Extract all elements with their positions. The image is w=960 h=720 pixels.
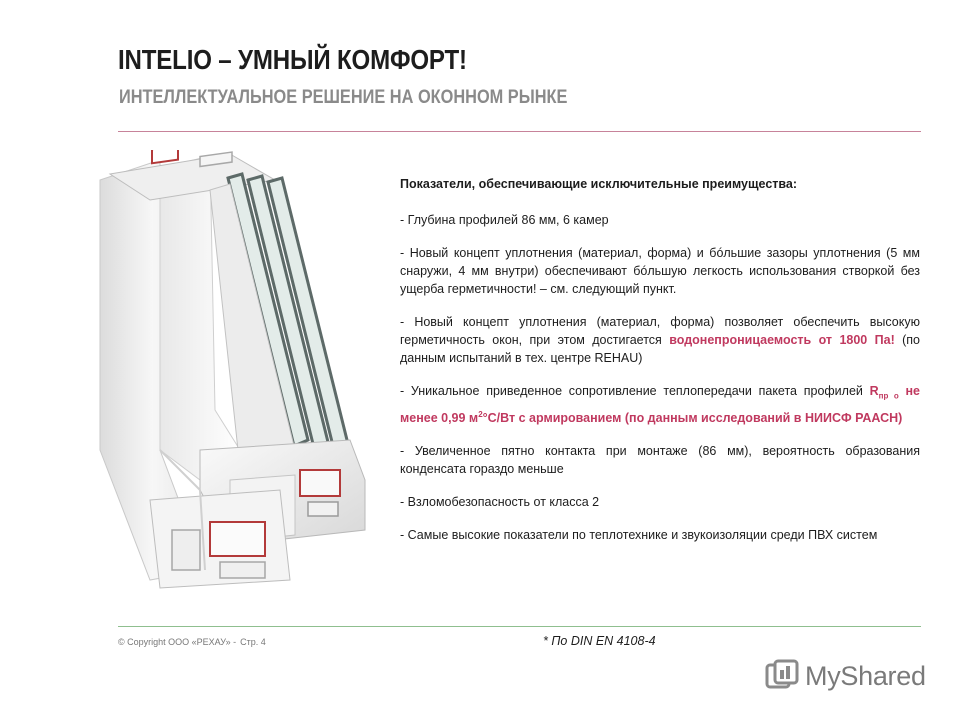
feature-highlight: R [869,384,879,398]
feature-item: - Глубина профилей 86 мм, 6 камер [400,213,609,227]
top-divider [118,131,921,132]
feature-text: (по данным испытаний в тех. центре REHAU) [400,333,921,365]
features-list [400,175,920,559]
page-subtitle: ИНТЕЛЛЕКТУАЛЬНОЕ РЕШЕНИЕ НА ОКОННОМ РЫНКЕ [119,87,568,108]
presentation-icon [765,659,799,693]
feature-text: - Уникальное приведенное сопротивление теплопередачи пакета профилей [400,384,870,398]
feature-item: - Самые высокие показатели по теплотехнике и звукоизоляции среди ПВХ систем [400,527,878,542]
feature-item: - Взломобезопасность от класса 2 [400,494,600,509]
footnote: * По DIN EN 4108-4 [543,634,656,648]
feature-subscript: пр о [878,391,899,401]
brand-logo[interactable] [765,656,926,696]
feature-superscript: 2 [478,409,483,419]
window-profile-image [90,150,380,590]
feature-highlight: °С/Вт с армированием (по данным исследований в НИИСФ РААСН) [482,410,903,425]
feature-text: - Новый концепт уплотнения (материал, форма) позволяет обеспечить высокую герметичность окон, при этом достигается [400,315,920,347]
brand-name: MyShared [805,660,926,691]
page-number: Стр. 4 [240,637,266,647]
feature-item: - Увеличенное пятно контакта при монтаже (86 мм), вероятность образования конденсата гораздо меньше [400,443,920,476]
feature-highlight: водонепроницаемость от 1800 Па! [669,333,895,347]
feature-highlight: не менее 0,99 м [400,384,920,425]
bottom-divider [118,626,921,627]
feature-item: - Новый концепт уплотнения (материал, форма) и бóльшие зазоры уплотнения (5 мм снаружи, 4 мм внутри) обеспечивают бóльшую легкость использования створкой без ущерба герметичности! – см. следующий пункт. [400,246,920,296]
feature-item [400,382,920,427]
feature-item [400,313,920,367]
features-lead: Показатели, обеспечивающие исключительные преимущества: [400,177,798,191]
footer-copyright [118,637,270,647]
copyright-text: © Copyright ООО «РЕХАУ» - [118,637,237,647]
page-title: INTELIO – УМНЫЙ КОМФОРТ! [118,44,467,75]
